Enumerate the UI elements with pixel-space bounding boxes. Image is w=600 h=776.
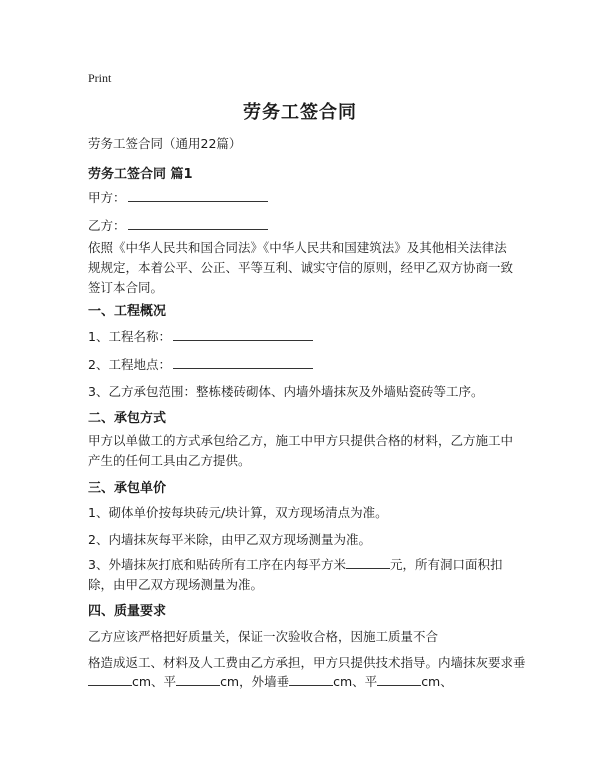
party-b-label: 乙方： (88, 218, 126, 233)
project-location-line (88, 355, 313, 373)
tolerance-blank-4 (377, 673, 421, 686)
document-title: 劳务工签合同 (243, 102, 357, 123)
tolerance-blank-2 (176, 673, 220, 686)
project-location-blank (173, 356, 313, 369)
masonry-price-line: 1、砌体单价按每块砖元/块计算，双方现场清点为准。 (88, 505, 388, 520)
plaster-price-line: 2、内墙抹灰每平米除，由甲乙双方现场测量为准。 (88, 532, 371, 547)
article-heading: 劳务工签合同 篇1 (88, 167, 193, 182)
exterior-price-text-b: 元，所有洞口面积扣除，由甲乙双方现场测量为准。 (88, 557, 503, 592)
tolerance-text-4: cm、 (421, 674, 453, 689)
print-link[interactable]: Print (88, 71, 112, 85)
tolerance-text-3: cm、平 (333, 674, 378, 689)
contract-method-paragraph: 甲方以单做工的方式承包给乙方，施工中甲方只提供合格的材料，乙方施工中产生的任何工具由乙方提供。 (88, 433, 514, 468)
exterior-price-paragraph (88, 555, 518, 595)
section-2-title: 二、承包方式 (88, 411, 167, 426)
section-3-title: 三、承包单价 (88, 481, 167, 496)
project-name-blank (173, 328, 313, 341)
tolerance-blank-3 (289, 673, 333, 686)
document-subtitle: 劳务工签合同（通用22篇） (88, 136, 242, 151)
tolerance-line (88, 672, 453, 690)
section-4-title: 四、质量要求 (88, 604, 167, 619)
tolerance-text-2: cm，外墙垂 (220, 674, 290, 689)
scope-line: 3、乙方承包范围：整栋楼砖砌体、内墙外墙抹灰及外墙贴瓷砖等工序。 (88, 384, 484, 399)
party-a-label: 甲方： (88, 190, 126, 205)
party-a-blank (128, 189, 268, 202)
exterior-price-blank (346, 556, 390, 569)
exterior-price-text-a: 3、外墙抹灰打底和贴砖所有工序在内每平方米 (88, 557, 346, 572)
section-1-title: 一、工程概况 (88, 304, 167, 319)
project-name-line (88, 327, 313, 345)
project-location-label: 2、工程地点： (88, 357, 171, 372)
tolerance-text-1: cm、平 (132, 674, 177, 689)
tolerance-blank-1 (88, 673, 132, 686)
quality-line-1: 乙方应该严格把好质量关，保证一次验收合格，因施工质量不合 (88, 629, 439, 644)
party-b-blank (128, 217, 268, 230)
preamble-paragraph: 依照《中华人民共和国合同法》《中华人民共和国建筑法》及其他相关法律法规规定，本着公平、公正、平等互利、诚实守信的原则，经甲乙双方协商一致签订本合同。 (88, 240, 514, 295)
project-name-label: 1、工程名称： (88, 329, 171, 344)
quality-line-2: 格造成返工、材料及人工费由乙方承担，甲方只提供技术指导。内墙抹灰要求垂 (88, 655, 526, 670)
party-a-line (88, 188, 268, 206)
party-b-line (88, 216, 268, 234)
